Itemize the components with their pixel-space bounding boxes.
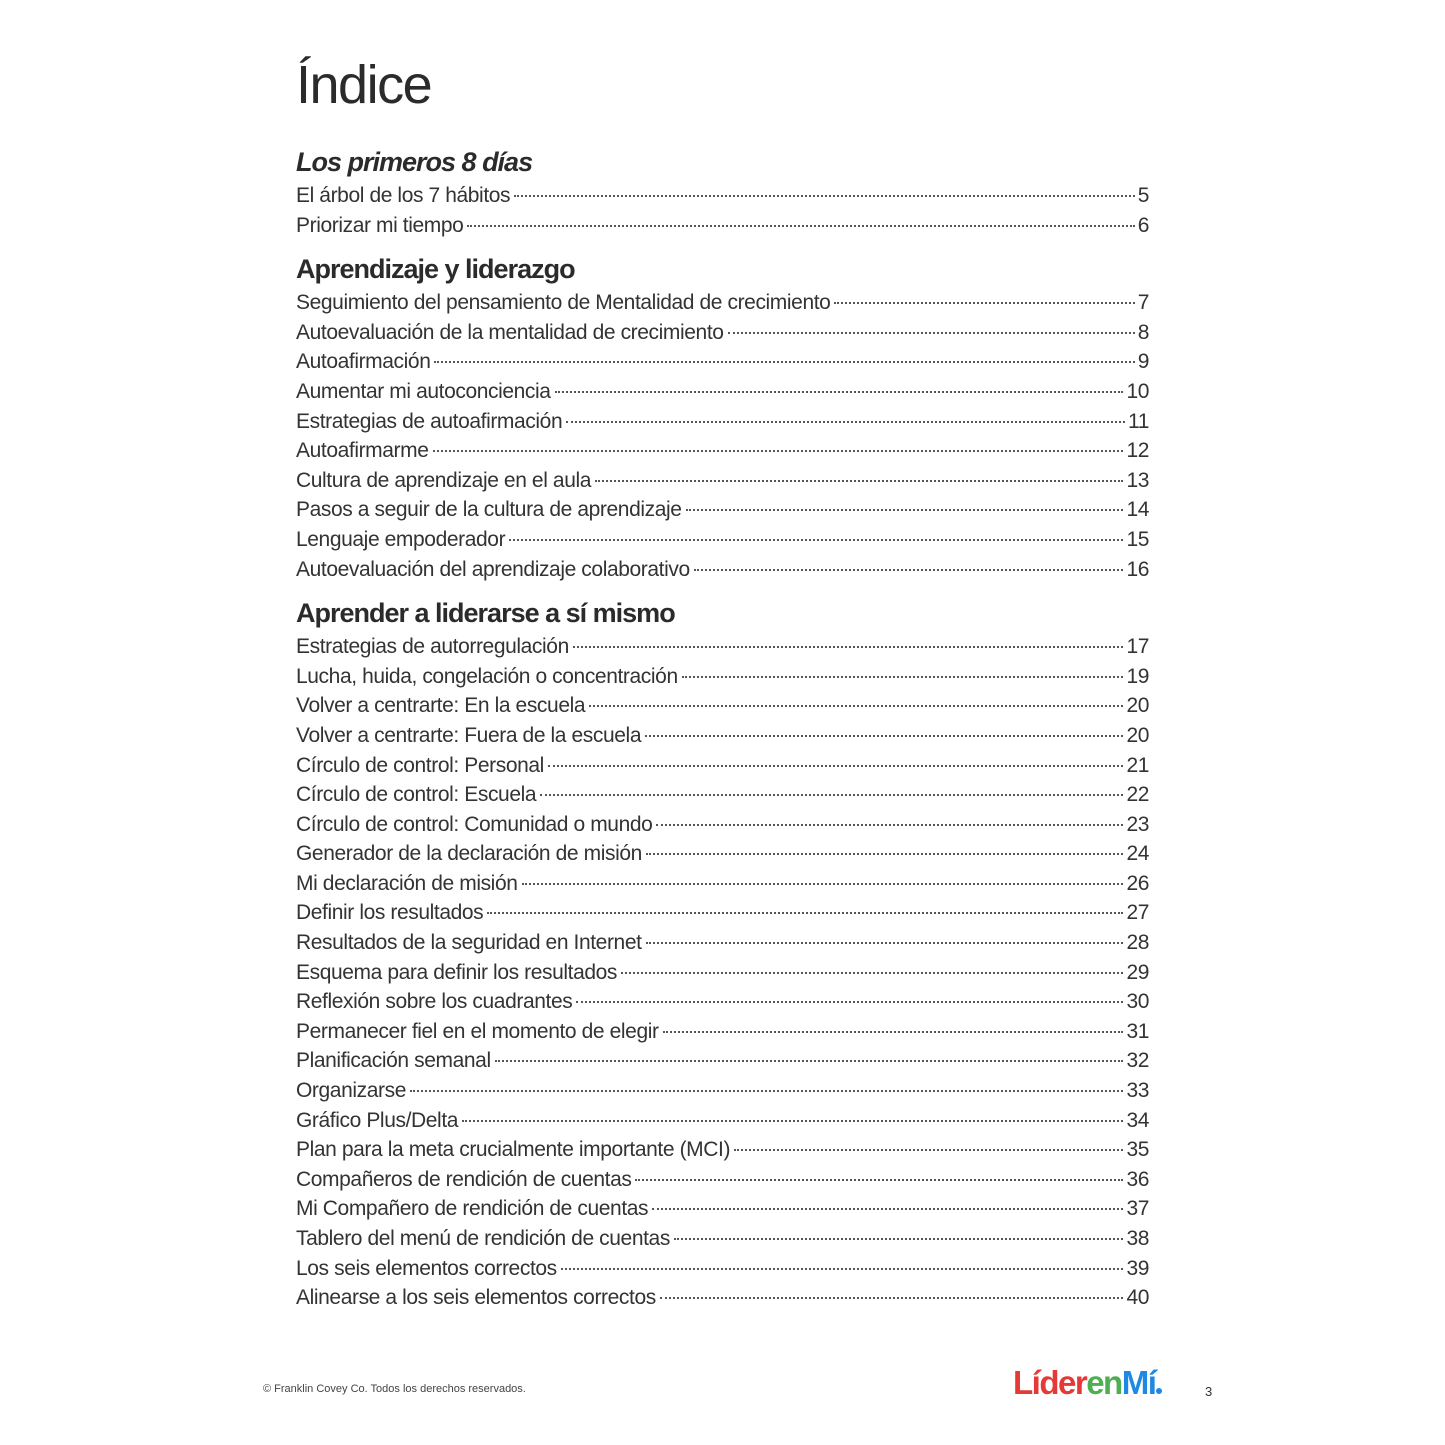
- dot-leader: [433, 450, 1124, 452]
- dot-leader: [467, 225, 1134, 227]
- toc-entry-label: Autoafirmarme: [296, 439, 429, 463]
- toc-entry-page-number: 28: [1126, 931, 1149, 955]
- toc-entry[interactable]: [296, 839, 1149, 869]
- dot-leader: [645, 735, 1123, 737]
- toc-entry[interactable]: [296, 347, 1149, 377]
- toc-entry[interactable]: [296, 1224, 1149, 1254]
- toc-entry-page-number: 20: [1126, 723, 1149, 747]
- toc-entry[interactable]: [296, 495, 1149, 525]
- toc-entry-page-number: 22: [1126, 783, 1149, 807]
- toc-entry-label: Pasos a seguir de la cultura de aprendizaje: [296, 498, 682, 522]
- footer-copyright: © Franklin Covey Co. Todos los derechos reservados.: [263, 1383, 526, 1395]
- dot-leader: [540, 794, 1123, 796]
- dot-leader: [674, 1238, 1124, 1240]
- dot-leader: [514, 195, 1135, 197]
- toc-entry[interactable]: [296, 288, 1149, 318]
- logo-dot-icon: [1156, 1388, 1162, 1394]
- toc-entry-label: Lucha, huida, congelación o concentración: [296, 664, 678, 688]
- toc-entry-label: Volver a centrarte: Fuera de la escuela: [296, 723, 642, 747]
- toc-entry-label: Gráfico Plus/Delta: [296, 1108, 459, 1132]
- toc-entry[interactable]: [296, 318, 1149, 348]
- dot-leader: [663, 1031, 1124, 1033]
- toc-entry[interactable]: [296, 780, 1149, 810]
- toc-entry-page-number: 12: [1126, 439, 1149, 463]
- toc-entry-label: Priorizar mi tiempo: [296, 213, 464, 237]
- toc-entry[interactable]: [296, 869, 1149, 899]
- dot-leader: [566, 421, 1125, 423]
- toc-entry-page-number: 13: [1126, 468, 1149, 492]
- toc-entry[interactable]: [296, 1283, 1149, 1313]
- toc-entry-page-number: 34: [1126, 1108, 1149, 1132]
- dot-leader: [660, 1297, 1124, 1299]
- toc-section: [296, 594, 1149, 1313]
- dot-leader: [656, 824, 1123, 826]
- toc-entry[interactable]: [296, 555, 1149, 585]
- toc-entry-page-number: 37: [1126, 1197, 1149, 1221]
- toc-entry-page-number: 29: [1126, 960, 1149, 984]
- toc-entry-page-number: 19: [1126, 664, 1149, 688]
- toc-entry-label: Autoevaluación de la mentalidad de crecimiento: [296, 320, 724, 344]
- toc-entry[interactable]: [296, 407, 1149, 437]
- toc-entry-label: Autoevaluación del aprendizaje colaborativo: [296, 557, 690, 581]
- toc-entry-page-number: 6: [1137, 213, 1149, 237]
- dot-leader: [682, 676, 1124, 678]
- dot-leader: [462, 1120, 1123, 1122]
- toc-entry-page-number: 33: [1126, 1079, 1149, 1103]
- toc-entry-label: Definir los resultados: [296, 901, 484, 925]
- toc-entry[interactable]: [296, 525, 1149, 555]
- toc-entry-page-number: 9: [1137, 350, 1149, 374]
- toc-entry[interactable]: [296, 691, 1149, 721]
- toc-entry[interactable]: [296, 1017, 1149, 1047]
- dot-leader: [734, 1149, 1123, 1151]
- toc-entry-page-number: 20: [1126, 694, 1149, 718]
- toc-entry-label: Alinearse a los seis elementos correctos: [296, 1286, 656, 1310]
- toc-entry-label: Seguimiento del pensamiento de Mentalidad de crecimiento: [296, 291, 831, 315]
- toc-entry-label: Reflexión sobre los cuadrantes: [296, 990, 573, 1014]
- toc-entry-label: Plan para la meta crucialmente importante (MCI): [296, 1138, 731, 1162]
- toc-entry-page-number: 40: [1126, 1286, 1149, 1310]
- toc-entry[interactable]: [296, 987, 1149, 1017]
- toc-entry-label: Aumentar mi autoconciencia: [296, 379, 551, 403]
- toc-section: [296, 143, 1149, 240]
- dot-leader: [694, 569, 1124, 571]
- brand-logo: [1013, 1366, 1162, 1399]
- logo-text-lider: Líder: [1013, 1364, 1087, 1401]
- toc-entry-page-number: 14: [1126, 498, 1149, 522]
- dot-leader: [495, 1060, 1124, 1062]
- toc-entry-page-number: 26: [1126, 871, 1149, 895]
- toc-entry-label: Planificación semanal: [296, 1049, 491, 1073]
- toc-entry[interactable]: [296, 377, 1149, 407]
- logo-text-mi: Mí: [1121, 1364, 1156, 1401]
- toc-entry-label: Resultados de la seguridad en Internet: [296, 931, 642, 955]
- toc-entry-label: Esquema para definir los resultados: [296, 960, 618, 984]
- dot-leader: [728, 332, 1135, 334]
- table-of-contents: [296, 143, 1149, 1313]
- toc-entry-label: Mi declaración de misión: [296, 871, 518, 895]
- dot-leader: [652, 1208, 1123, 1210]
- toc-entry-label: Círculo de control: Escuela: [296, 783, 537, 807]
- toc-entry-page-number: 30: [1126, 990, 1149, 1014]
- dot-leader: [522, 883, 1124, 885]
- dot-leader: [434, 361, 1134, 363]
- dot-leader: [686, 509, 1124, 511]
- toc-entry-label: Organizarse: [296, 1079, 406, 1103]
- dot-leader: [646, 853, 1124, 855]
- toc-entry-label: Autoafirmación: [296, 350, 431, 374]
- dot-leader: [834, 302, 1134, 304]
- dot-leader: [635, 1179, 1123, 1181]
- dot-leader: [509, 539, 1123, 541]
- toc-entry-page-number: 23: [1126, 812, 1149, 836]
- toc-entry-label: Mi Compañero de rendición de cuentas: [296, 1197, 649, 1221]
- logo-text-en: en: [1086, 1364, 1122, 1401]
- dot-leader: [589, 705, 1123, 707]
- toc-entry-page-number: 31: [1126, 1019, 1149, 1043]
- dot-leader: [548, 765, 1124, 767]
- toc-entry-page-number: 39: [1126, 1256, 1149, 1280]
- dot-leader: [646, 942, 1124, 944]
- toc-entry-page-number: 10: [1126, 379, 1149, 403]
- toc-entry-label: Los seis elementos correctos: [296, 1256, 557, 1280]
- dot-leader: [576, 1001, 1123, 1003]
- toc-entry-label: Lenguaje empoderador: [296, 527, 506, 551]
- toc-entry[interactable]: [296, 810, 1149, 840]
- toc-entry-label: Volver a centrarte: En la escuela: [296, 694, 586, 718]
- toc-entry-page-number: 11: [1128, 409, 1149, 433]
- toc-entry-page-number: 17: [1126, 635, 1149, 659]
- toc-entry-label: Círculo de control: Comunidad o mundo: [296, 812, 653, 836]
- toc-entry-label: Estrategias de autoafirmación: [296, 409, 563, 433]
- toc-entry-page-number: 36: [1126, 1167, 1149, 1191]
- toc-entry-page-number: 21: [1126, 753, 1149, 777]
- toc-entry-page-number: 32: [1126, 1049, 1149, 1073]
- dot-leader: [487, 912, 1123, 914]
- toc-entry-label: Estrategias de autorregulación: [296, 635, 569, 659]
- dot-leader: [561, 1268, 1124, 1270]
- toc-entry[interactable]: [296, 958, 1149, 988]
- section-heading: Aprendizaje y liderazgo: [296, 254, 575, 285]
- toc-entry-label: Círculo de control: Personal: [296, 753, 544, 777]
- toc-entry-page-number: 24: [1126, 842, 1149, 866]
- toc-entry-page-number: 15: [1126, 527, 1149, 551]
- toc-entry-page-number: 16: [1126, 557, 1149, 581]
- toc-entry[interactable]: [296, 1194, 1149, 1224]
- toc-entry-page-number: 5: [1137, 184, 1149, 207]
- toc-entry[interactable]: [296, 1135, 1149, 1165]
- toc-entry-label: Tablero del menú de rendición de cuentas: [296, 1227, 670, 1250]
- toc-entry[interactable]: [296, 1046, 1149, 1076]
- toc-entry-label: Permanecer fiel en el momento de elegir: [296, 1019, 659, 1043]
- toc-entry[interactable]: [296, 1165, 1149, 1195]
- page-number: 3: [1205, 1384, 1213, 1399]
- section-heading: Los primeros 8 días: [296, 147, 533, 177]
- toc-entry[interactable]: [296, 898, 1149, 928]
- toc-entry-page-number: 8: [1137, 320, 1149, 344]
- toc-entry-label: Generador de la declaración de misión: [296, 842, 642, 866]
- dot-leader: [573, 646, 1124, 648]
- toc-entry[interactable]: [296, 751, 1149, 781]
- dot-leader: [410, 1090, 1123, 1092]
- toc-entry-page-number: 38: [1126, 1227, 1149, 1250]
- toc-entry[interactable]: [296, 181, 1149, 211]
- toc-entry[interactable]: [296, 1254, 1149, 1284]
- toc-entry[interactable]: [296, 662, 1149, 692]
- toc-entry[interactable]: [296, 928, 1149, 958]
- toc-entry[interactable]: [296, 632, 1149, 662]
- toc-entry[interactable]: [296, 721, 1149, 751]
- toc-entry-label: El árbol de los 7 hábitos: [296, 184, 511, 207]
- toc-entry[interactable]: [296, 466, 1149, 496]
- toc-section: [296, 250, 1149, 584]
- toc-entry[interactable]: [296, 1106, 1149, 1136]
- dot-leader: [595, 480, 1123, 482]
- dot-leader: [555, 391, 1124, 393]
- toc-entry[interactable]: [296, 436, 1149, 466]
- toc-entry-page-number: 35: [1126, 1138, 1149, 1162]
- toc-entry-page-number: 27: [1126, 901, 1149, 925]
- section-heading: Aprender a liderarse a sí mismo: [296, 598, 675, 629]
- toc-entry[interactable]: [296, 1076, 1149, 1106]
- toc-entry-label: Compañeros de rendición de cuentas: [296, 1167, 632, 1191]
- toc-entry[interactable]: [296, 211, 1149, 241]
- page-title: Índice: [296, 55, 432, 115]
- toc-entry-label: Cultura de aprendizaje en el aula: [296, 468, 592, 492]
- dot-leader: [621, 972, 1123, 974]
- toc-entry-page-number: 7: [1137, 291, 1149, 315]
